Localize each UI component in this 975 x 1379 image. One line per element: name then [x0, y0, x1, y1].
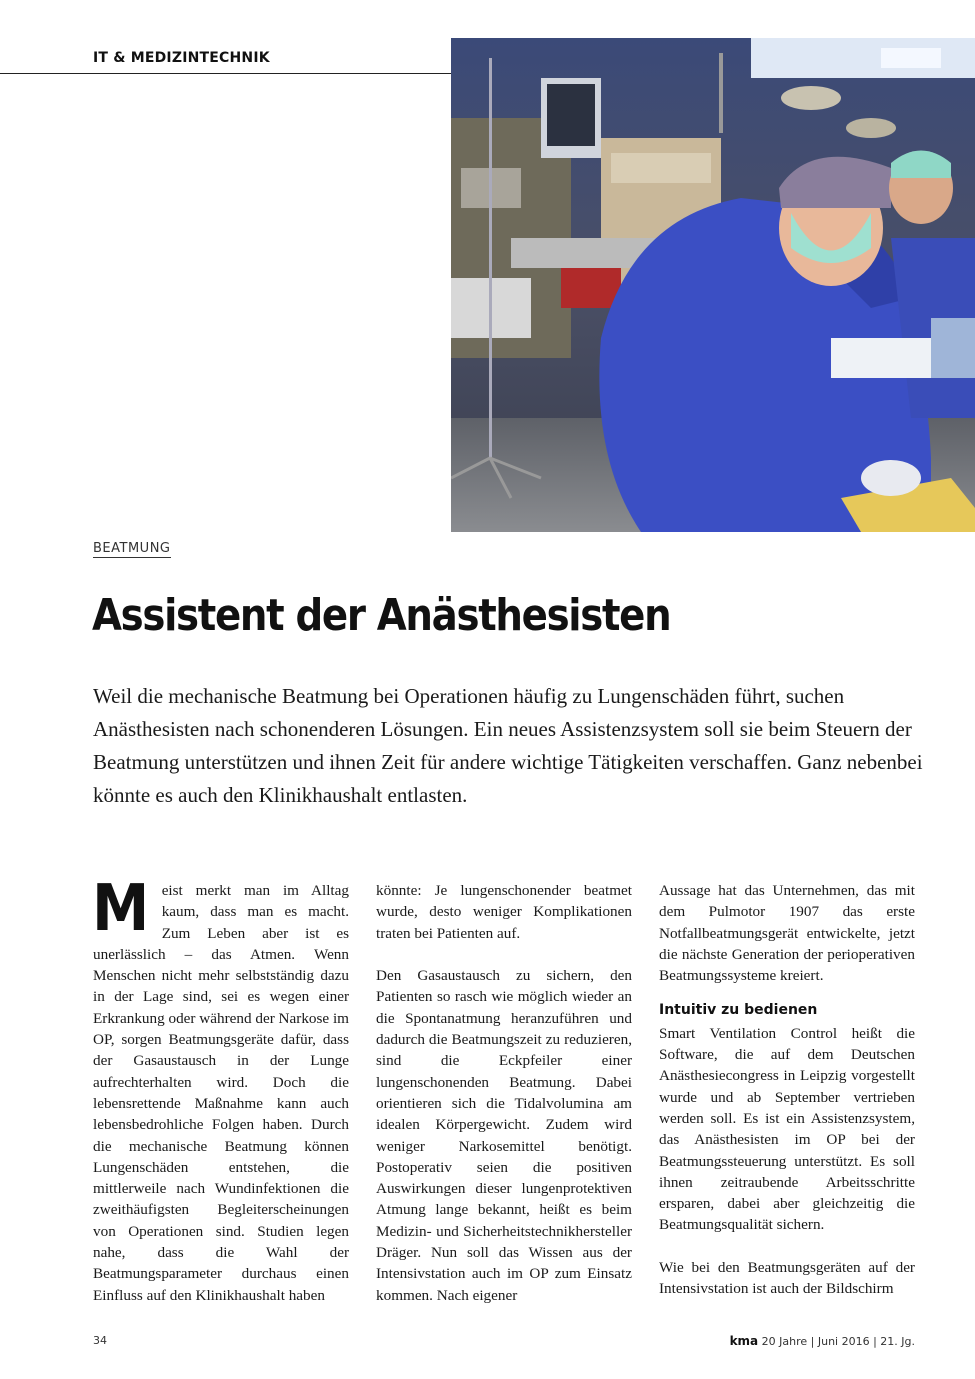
paragraph [92, 872, 349, 1306]
paragraph: Den Gasaustausch zu sichern, den Patienten so rasch wie möglich wieder an die Spontanatmung heranzuführen und dadurch die Beatmungszeit zu reduzieren, sind die Eckpfeiler einer lungenschonenden Beatmung. Dabei orientieren sich die Tidalvolumina am idealen Körpergewicht. Zudem wird weniger Narkosemittel benötigt. Postoperativ seien die positiven Auswirkungen dieser lungenprotektiven Atmung lange bekannt, heißt es beim Medizin- und Sicherheitstechnikhersteller Dräger. Nun soll das Wissen aus der Intensivstation auch im OP zum Einsatz kommen. Nach eigener [376, 967, 632, 1304]
article-column-3 [659, 880, 915, 1300]
paragraph: Aussage hat das Unternehmen, das mit dem Pulmotor 1907 das erste Notfallbeatmungsgerät entwickelte, jetzt die nächste Generation der perioperativen Beatmungssysteme kreiert. [659, 882, 915, 985]
article-column-2 [376, 880, 632, 1306]
paragraph: könnte: Je lungenschonender beatmet wurde, desto weniger Komplikationen traten bei Patienten auf. [376, 882, 632, 942]
footer-text: 20 Jahre | Juni 2016 | 21. Jg. [758, 1335, 915, 1348]
dropcap: M [92, 872, 150, 946]
kma-logo: kma [729, 1334, 759, 1348]
section-label: IT & MEDIZINTECHNIK [93, 50, 270, 66]
article-lead: Weil die mechanische Beatmung bei Operationen häufig zu Lungenschäden führt, suchen Anästhesisten nach schonenderen Lösungen. Ein neues Assistenzsystem soll sie beim Steuern der Beatmung unterstützen und ihnen Zeit für andere wichtige Tätigkeiten verschaffen. Ganz nebenbei könnte es auch den Klinikhaushalt entlasten. [93, 684, 923, 807]
footer-info [730, 1334, 915, 1348]
page-number: 34 [93, 1334, 107, 1347]
article-kicker: BEATMUNG [93, 541, 171, 556]
article-photo [451, 38, 975, 532]
article-headline: Assistent der Anästhesisten [92, 590, 671, 641]
paragraph: Smart Ventilation Control heißt die Software, die auf dem Deutschen Anästhesiecongress in Leipzig vorgestellt wurde und ab September vertrieben werden soll. Es ist ein Assistenzsystem, das Anästhesisten im OP bei der Beatmungssteuerung unterstützt. Es soll ihnen zeitraubende Arbeitsschritte ersparen, dabei aber gleichzeitig die Beatmungsqualität sichern. [659, 1024, 915, 1234]
subheading: Intuitiv zu bedienen [659, 1002, 818, 1019]
paragraph: Wie bei den Beatmungsgeräten auf der Intensivstation ist auch der Bildschirm [659, 1259, 915, 1298]
paragraph-text: eist merkt man im Alltag kaum, dass man es macht. Zum Leben aber ist es unerlässlich – das Atmen. Wenn Menschen nicht mehr selbstständig dazu in der Lage sind, sei es wegen einer Erkrankung oder während der Narkose im OP, sorgen Beatmungsgeräte dafür, dass der Gasaustausch in der Lunge aufrechterhalten wird. Doch die lebensrettende Maßnahme kann auch lebensbedrohliche Folgen haben. Durch die mechanische Beatmung können Lungenschäden entstehen, die mittlerweile nach Wundinfektionen die zweithäufigsten Begleiterscheinungen von Operationen sind. Studien legen nahe, dass die Wahl der Beatmungsparameter durchaus einen Einfluss auf den Klinikhaushalt haben [93, 882, 349, 1304]
photo-icon [451, 38, 975, 532]
article-column-1 [92, 872, 349, 1306]
header-rule [0, 73, 451, 74]
